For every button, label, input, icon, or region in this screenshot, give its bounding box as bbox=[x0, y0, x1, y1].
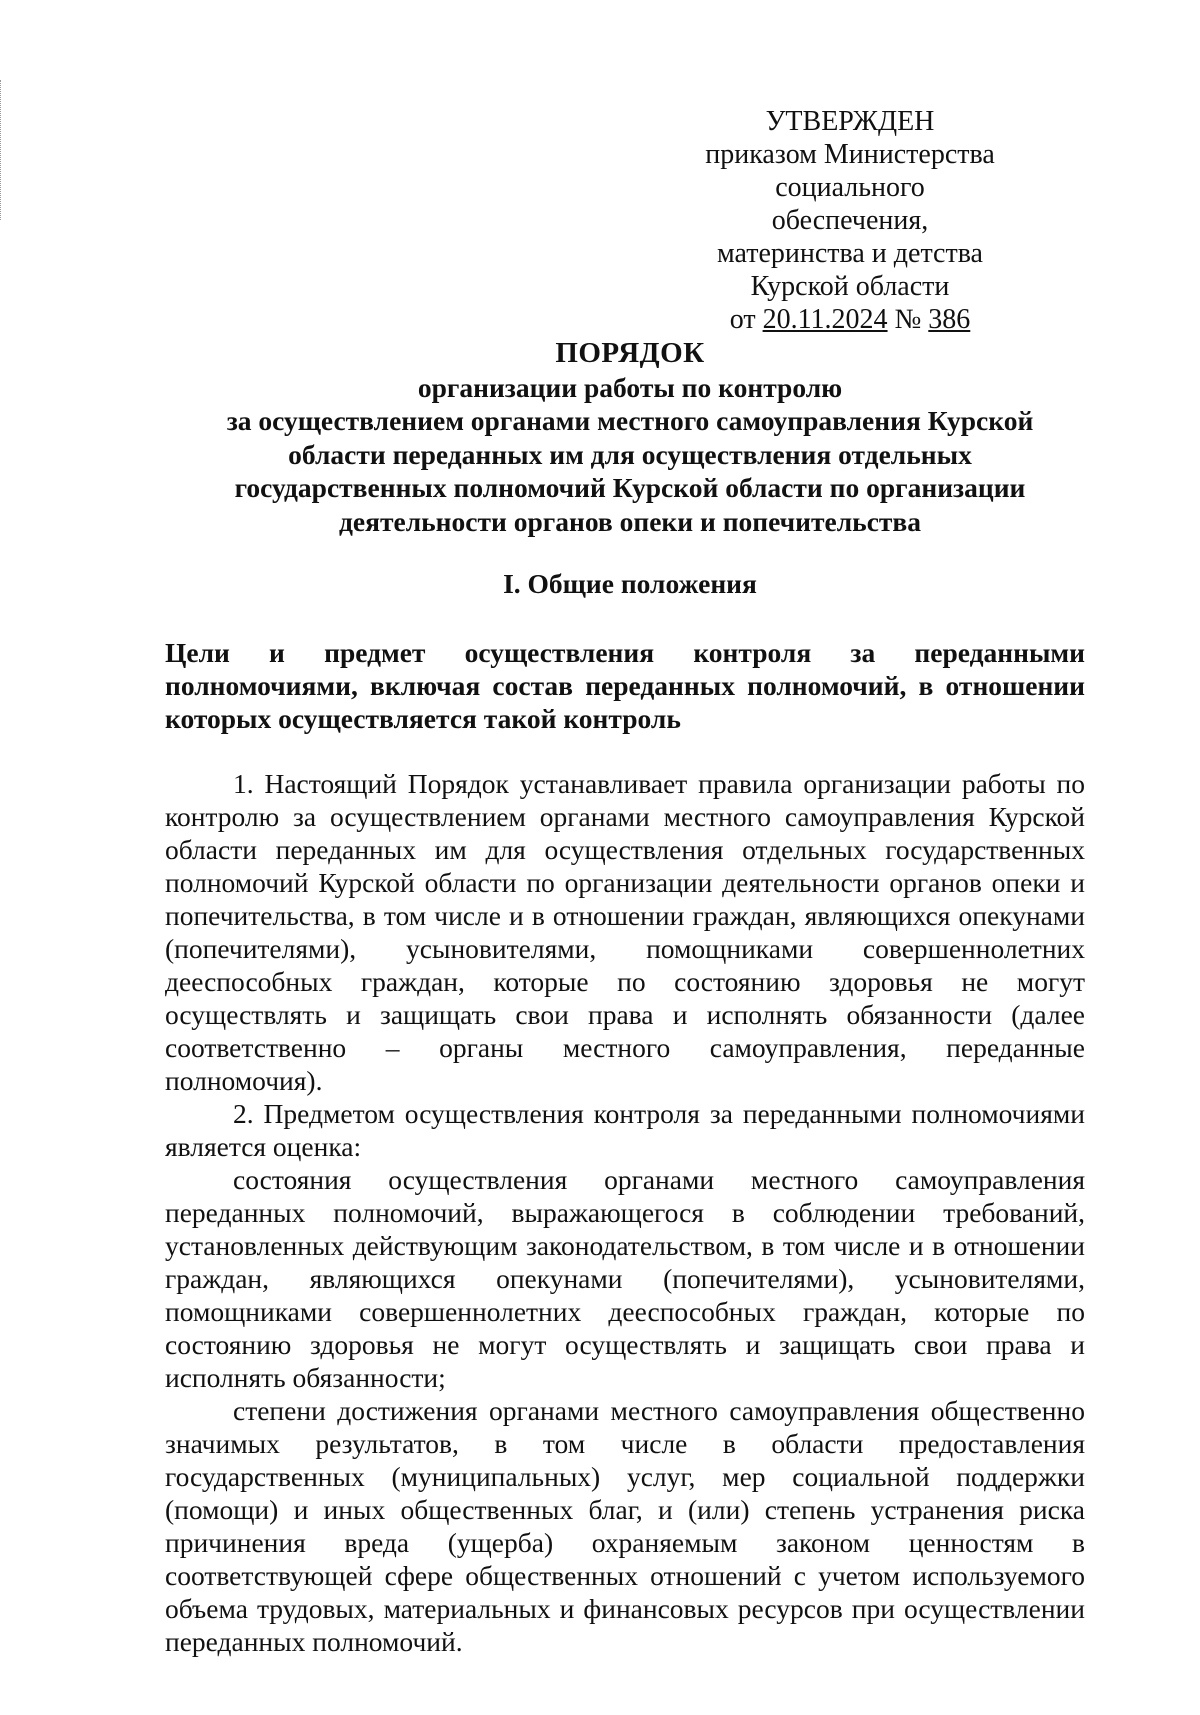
approval-number: 386 bbox=[928, 304, 971, 335]
approval-date: 20.11.2024 bbox=[762, 304, 888, 335]
title-line: организации работы по контролю bbox=[417, 371, 843, 403]
approval-line: приказом Министерства bbox=[705, 139, 995, 170]
document-title bbox=[140, 337, 1120, 538]
approval-line: Курской области bbox=[750, 271, 950, 302]
paragraph: 1. Настоящий Порядок устанавливает правила организации работы по контролю за осуществлением органами местного самоуправления Курской области переданных им для осуществления отдельных государственных полномочий Курской области по организации деятельности органов опеки и попечительства, в том числе и в отношении граждан, являющихся опекунами (попечителями), усыновителями, помощниками совершеннолетних дееспособных граждан, которые по состоянию здоровья не могут осуществлять и защищать свои права и исполнять обязанности (далее соответственно – органы местного самоуправления, переданные полномочия). bbox=[165, 768, 1085, 1096]
title-line: деятельности органов опеки и попечительства bbox=[338, 505, 922, 537]
title-line: области переданных им для осуществления отдельных bbox=[288, 438, 972, 470]
approval-stamp-block bbox=[700, 105, 1000, 336]
section-subheading: Цели и предмет осуществления контроля за переданными полномочиями, включая состав переданных полномочий, в отношении которых осуществляется такой контроль bbox=[165, 637, 1085, 734]
approval-line: социального обеспечения, bbox=[771, 172, 929, 236]
date-prefix: от bbox=[729, 304, 756, 335]
section-heading: I. Общие положения bbox=[503, 568, 757, 599]
approval-line: материнства и детства bbox=[717, 238, 983, 269]
document-body bbox=[165, 767, 1085, 1658]
title-line: государственных полномочий Курской области по организации bbox=[234, 472, 1026, 503]
approval-heading: УТВЕРЖДЕН bbox=[765, 106, 935, 137]
title-main: ПОРЯДОК bbox=[555, 337, 705, 369]
approval-date-line bbox=[700, 303, 1000, 336]
number-sign: № bbox=[894, 304, 922, 335]
title-line: за осуществлением органами местного самоуправления Курской bbox=[226, 405, 1034, 436]
paragraph: 2. Предметом осуществления контроля за переданными полномочиями является оценка: bbox=[165, 1098, 1085, 1162]
scan-edge-mark bbox=[0, 80, 4, 220]
paragraph: степени достижения органами местного самоуправления общественно значимых результатов, в том числе в области предоставления государственных (муниципальных) услуг, мер социальной поддержки (помощи) и иных общественных благ, и (или) степень устранения риска причинения вреда (ущерба) охраняемым законом ценностям в соответствующей сфере общественных отношений с учетом используемого объема трудовых, материальных и финансовых ресурсов при осуществлении переданных полномочий. bbox=[165, 1395, 1085, 1657]
paragraph: состояния осуществления органами местного самоуправления переданных полномочий, выражающегося в соблюдении требований, установленных действующим законодательством, в том числе и в отношении граждан, являющихся опекунами (попечителями), усыновителями, помощниками совершеннолетних дееспособных граждан, которые по состоянию здоровья не могут осуществлять и защищать свои права и исполнять обязанности; bbox=[165, 1164, 1085, 1393]
